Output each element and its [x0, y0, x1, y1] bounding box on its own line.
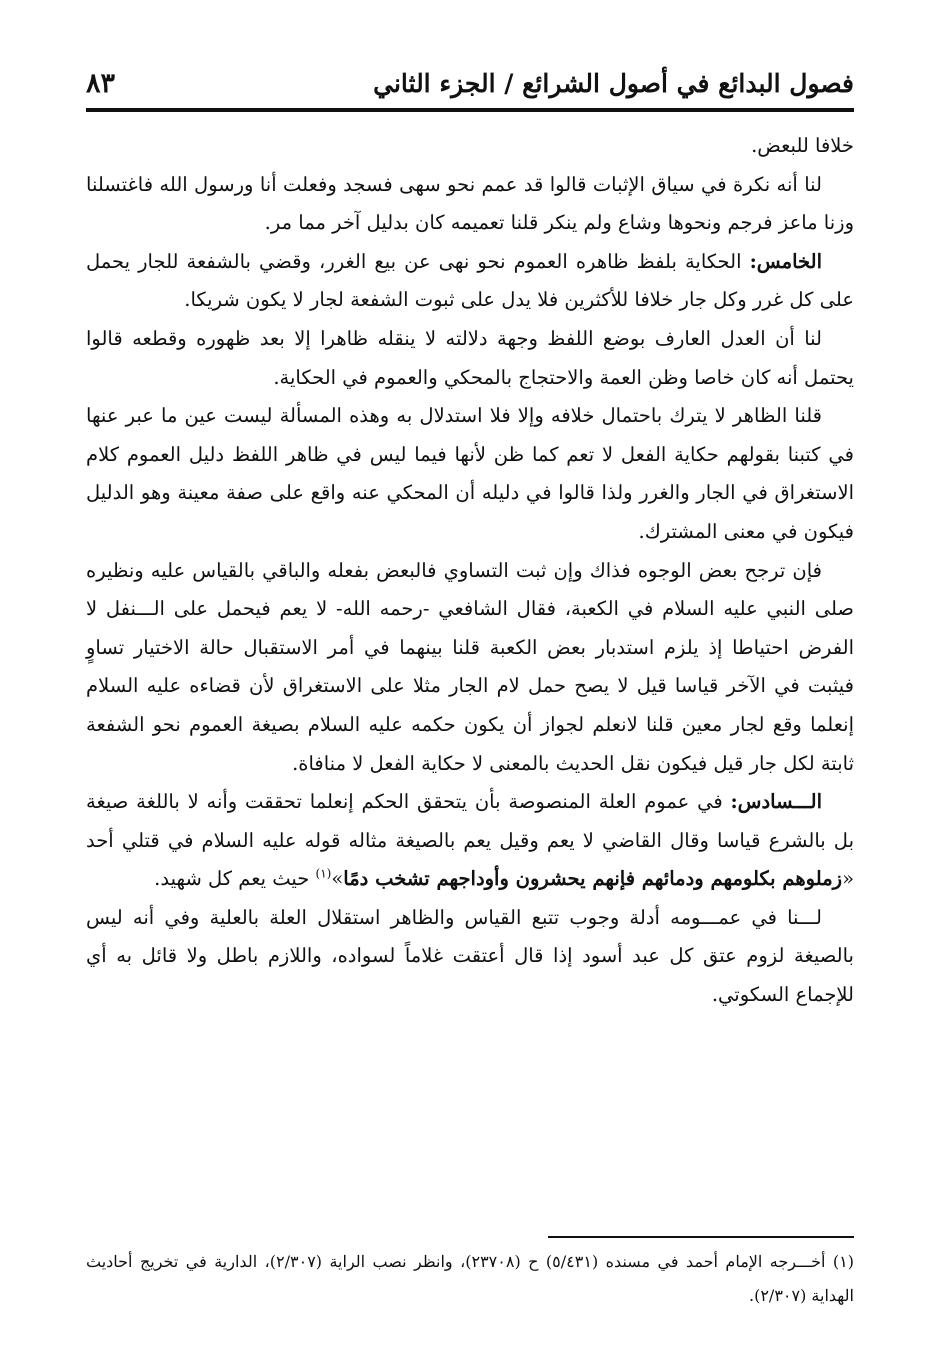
footnote-reference[interactable]: (١) — [315, 866, 332, 881]
hadith-quote: زملوهم بكلومهم ودمائهم فإنهم يحشرون وأوداجهم تشخب دمًا — [343, 867, 843, 891]
paragraph-text: في عموم العلة المنصوصة بأن يتحقق الحكم إنعلما تحققت وأنه لا باللغة صيغة بل بالشرع قياسا وقال القاضي لا يعم وقيل يعم بالصيغة مثاله قوله عليه السلام في قتلي أحد « — [86, 790, 854, 891]
paragraph — [86, 166, 854, 243]
footnote-separator — [548, 1236, 854, 1238]
paragraph — [86, 899, 854, 1015]
paragraph-text: خلافا للبعض. — [751, 134, 854, 157]
paragraph — [86, 320, 854, 397]
section-heading: الخامس: — [749, 249, 822, 273]
running-title: فصول البدائع في أصول الشرائع / الجزء الثاني — [373, 68, 854, 98]
paragraph-text: حيث يعم كل شهيد. — [154, 867, 316, 891]
paragraph-text: لنا أن العدل العارف بوضع اللفظ وجهة دلالته لا ينقله ظاهرا إلا بعد ظهوره وقطعه قالوا يحتمل أنه كان خاصا وظن العمة والاحتجاج بالمحكي والعموم في الحكاية. — [86, 326, 854, 389]
paragraph — [86, 397, 854, 551]
section-heading: الـــسادس: — [730, 790, 823, 814]
paragraph — [86, 127, 854, 166]
page-number: ٨٣ — [86, 67, 116, 99]
paragraph-text: الحكاية بلفظ ظاهره العموم نحو نهى عن بيع الغرر، وقضي بالشفعة للجار يحمل على كل غرر وكل جار خلافا للأكثرين فلا يدل على ثبوت الشفعة لجار لا يكون شريكا. — [86, 249, 854, 312]
page-header — [86, 60, 854, 106]
footnotes — [86, 1245, 854, 1313]
quote-close: » — [331, 867, 344, 891]
main-text — [86, 127, 854, 1015]
paragraph-text: فإن ترجح بعض الوجوه فذاك وإن ثبت التساوي فالبعض بفعله والباقي بالقياس عليه ونظيره صلى النبي عليه السلام في الكعبة، فقال الشافعي -رحمه الله- لا يعم فيحمل على الـــنفل لا الفرض احتياطا إذ يلزم استدبار بعض الكعبة قلنا بينهما في أمر الاستقبال حالة الاختيار تساوٍ فيثبت في الآخر قياسا قيل لا يصح حمل لام الجار مثلا على الاستغراق لأن قضاءه عليه السلام إنعلما وقع لجار معين قلنا لانعلم لجواز أن يكون حكمه عليه السلام بصيغة العموم نحو الشفعة ثابتة لكل جار قيل فيكون نقل الحديث بالمعنى لا حكاية الفعل لا منافاة. — [86, 558, 854, 775]
paragraph — [86, 783, 854, 899]
paragraph-text: قلنا الظاهر لا يترك باحتمال خلافه وإلا فلا استدلال به وهذه المسألة ليست عين ما عبر عنها في كتبنا بقولهم حكاية الفعل لا تعم كما ظن لأنها فيما ليس في ظاهر اللفظ دليل العموم كلام الاستغراق في الجار والغرر ولذا قالوا في دليله أن المحكي عنه واقع على صفة معينة وهو الدليل فيكون في معنى المشترك. — [86, 404, 854, 543]
paragraph-text: لـــنا في عمـــومه أدلة وجوب تتبع القياس والظاهر استقلال العلة بالعلية وفي أنه ليس بالصيغة لزوم عتق كل عبد أسود إذا قال أعتقت غلاماً لسواده، واللازم باطل ولا قائل به أي للإجماع السكوتي. — [86, 905, 854, 1007]
paragraph — [86, 243, 854, 320]
paragraph — [86, 552, 854, 784]
footnote: (١) أخـــرجه الإمام أحمد في مسنده (٥/٤٣١) ح (٢٣٧٠٨)، وانظر نصب الراية (٢/٣٠٧)، الدارية في تخريج أحاديث الهداية (٢/٣٠٧). — [86, 1252, 855, 1305]
paragraph-text: لنا أنه نكرة في سياق الإثبات قالوا قد عمم نحو سهى فسجد وفعلت أنا ورسول الله فاغتسلنا وزنا ماعز فرجم ونحوها وشاع ولم ينكر قلنا تعميمه كان بدليل آخر مما مر. — [86, 172, 854, 235]
header-rule — [86, 108, 854, 112]
